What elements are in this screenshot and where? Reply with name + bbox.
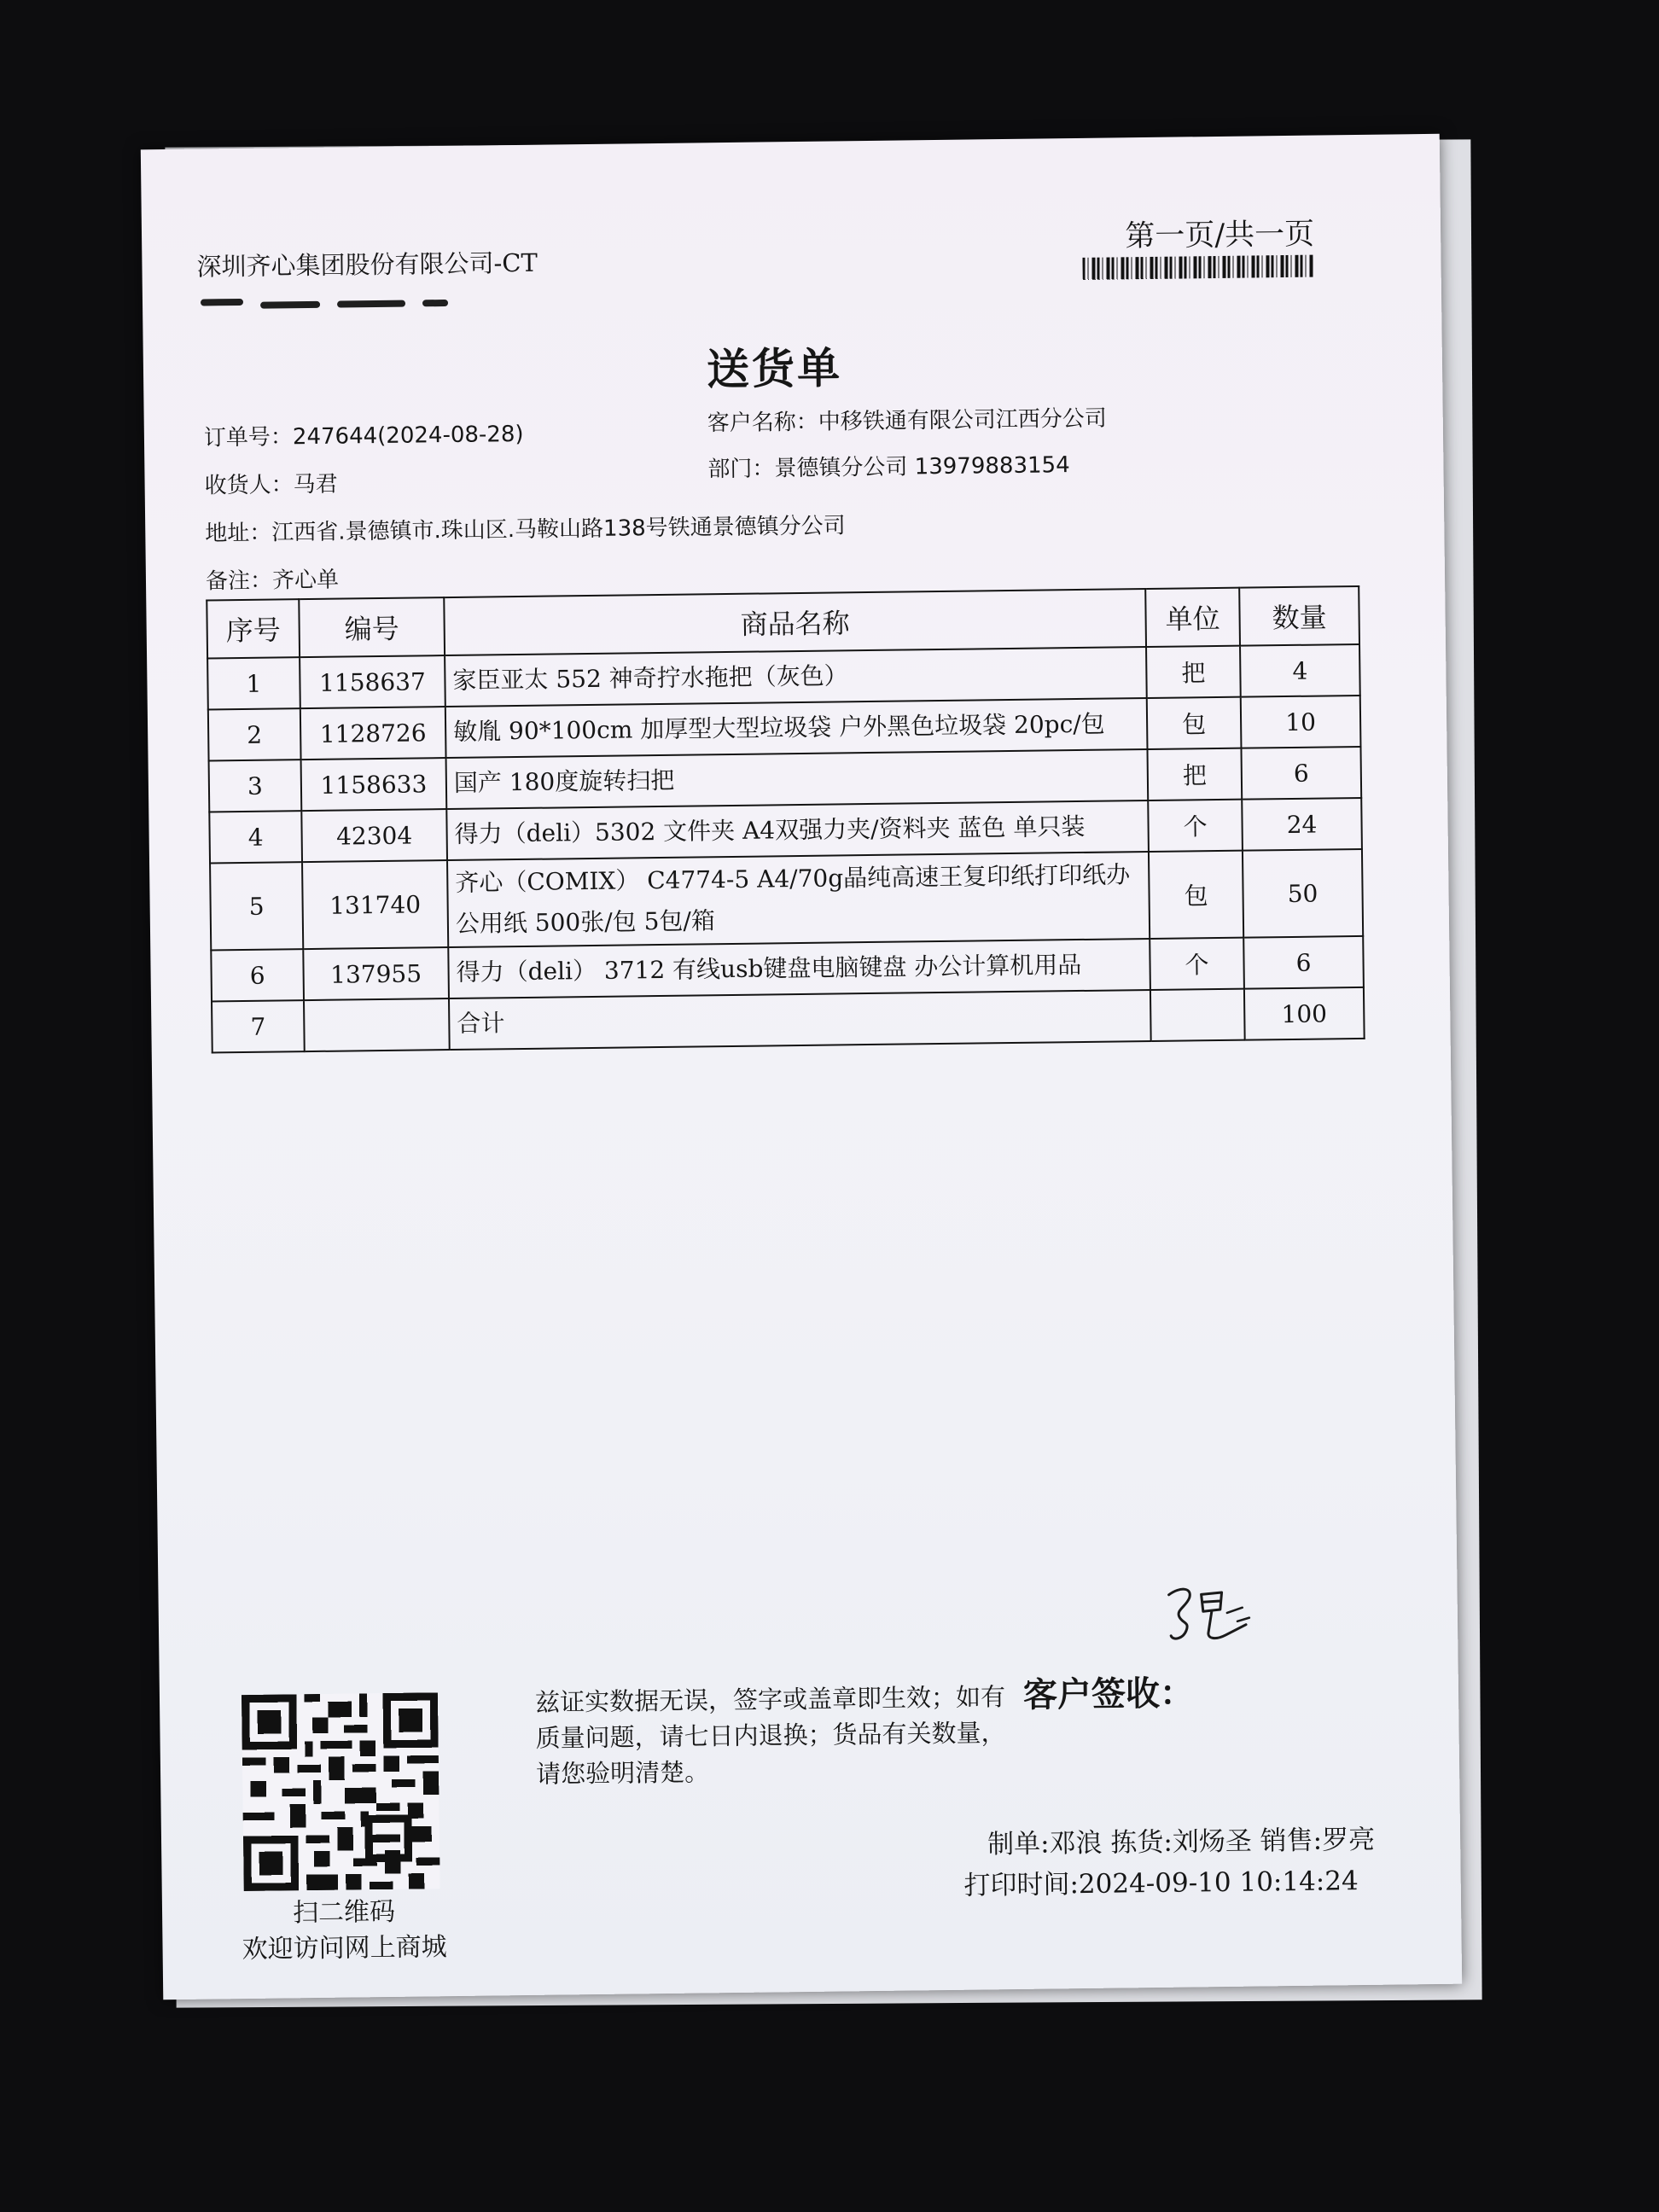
print-time: 打印时间:2024-09-10 10:14:24 [963, 1866, 1359, 1901]
staff-info: 制单:邓浪 拣货:刘炀圣 销售:罗亮 [987, 1824, 1376, 1860]
row-quantity: 50 [1243, 849, 1363, 938]
row-seq: 3 [209, 760, 302, 812]
row-unit: 把 [1146, 646, 1241, 698]
row-product-name: 合计 [449, 990, 1151, 1050]
qr-code-icon [242, 1692, 440, 1891]
row-seq: 5 [210, 862, 303, 950]
row-quantity: 10 [1241, 696, 1361, 748]
row-quantity: 6 [1241, 747, 1361, 800]
qr-caption-scan: 扫二维码 [292, 1896, 396, 1929]
row-code: 42304 [301, 809, 447, 862]
row-code [304, 998, 450, 1051]
row-seq: 6 [211, 949, 304, 1001]
row-code: 1158633 [301, 758, 447, 811]
header-product-name: 商品名称 [444, 589, 1146, 655]
remark: 备注：齐心单 [205, 567, 340, 595]
qr-caption-mall: 欢迎访问网上商城 [242, 1932, 447, 1965]
document-title: 送货单 [706, 343, 843, 395]
row-code: 1128726 [300, 707, 446, 760]
row-product-name: 得力（deli） 3712 有线usb键盘电脑键盘 办公计算机用品 [448, 939, 1150, 998]
order-number: 订单号：247644(2024-08-28) [203, 421, 524, 451]
delivery-note-sheet [141, 134, 1462, 2000]
table-row [210, 849, 1363, 950]
qr-caption [212, 1894, 477, 1969]
items-table [206, 585, 1365, 1053]
customer-name: 客户名称：中移铁通有限公司江西分公司 [707, 405, 1107, 437]
row-product-name: 齐心（COMIX） C4774-5 A4/70g晶纯高速王复印纸打印纸办公用纸 500张/包 5包/箱 [447, 852, 1150, 947]
page-indicator: 第一页/共一页 [1125, 217, 1315, 254]
barcode-icon [1082, 255, 1313, 280]
notice-text: 兹证实数据无误，签字或盖章即生效；如有质量问题，请七日内退换；货品有关数量，请您验明清楚。 [534, 1682, 1006, 1789]
row-quantity: 24 [1242, 798, 1362, 851]
row-unit [1150, 989, 1245, 1041]
address: 地址：江西省.景德镇市.珠山区.马鞍山路138号铁通景德镇分公司 [205, 513, 846, 547]
row-seq: 1 [207, 657, 300, 709]
row-unit: 个 [1150, 938, 1244, 990]
row-product-name: 得力（deli）5302 文件夹 A4双强力夹/资料夹 蓝色 单只装 [446, 800, 1149, 860]
row-seq: 4 [209, 811, 302, 863]
company-name: 深圳齐心集团股份有限公司-CT [196, 247, 538, 282]
department: 部门：景德镇分公司 13979883154 [707, 452, 1070, 483]
handwritten-signature [1163, 1578, 1275, 1653]
row-seq: 7 [212, 1000, 305, 1052]
row-unit: 把 [1147, 748, 1242, 800]
row-unit: 个 [1148, 800, 1243, 852]
row-seq: 2 [208, 708, 301, 760]
customer-sign-label: 客户签收： [1022, 1674, 1195, 1715]
row-code: 131740 [302, 860, 448, 949]
header-code: 编号 [299, 597, 445, 657]
row-quantity: 4 [1240, 644, 1360, 697]
row-unit: 包 [1149, 851, 1243, 939]
row-code: 1158637 [300, 655, 445, 708]
row-unit: 包 [1147, 697, 1242, 749]
redacted-line [201, 294, 482, 310]
row-product-name: 国产 180度旋转扫把 [446, 749, 1149, 809]
row-code: 137955 [303, 947, 449, 1000]
row-product-name: 敏胤 90*100cm 加厚型大型垃圾袋 户外黑色垃圾袋 20pc/包 [445, 698, 1148, 758]
header-quantity: 数量 [1239, 586, 1359, 646]
header-unit: 单位 [1145, 588, 1240, 647]
row-quantity: 6 [1243, 936, 1364, 989]
row-product-name: 家臣亚太 552 神奇拧水拖把（灰色） [445, 647, 1147, 707]
header-seq: 序号 [207, 599, 300, 658]
row-quantity: 100 [1244, 987, 1365, 1040]
consignee: 收货人：马君 [204, 471, 338, 499]
